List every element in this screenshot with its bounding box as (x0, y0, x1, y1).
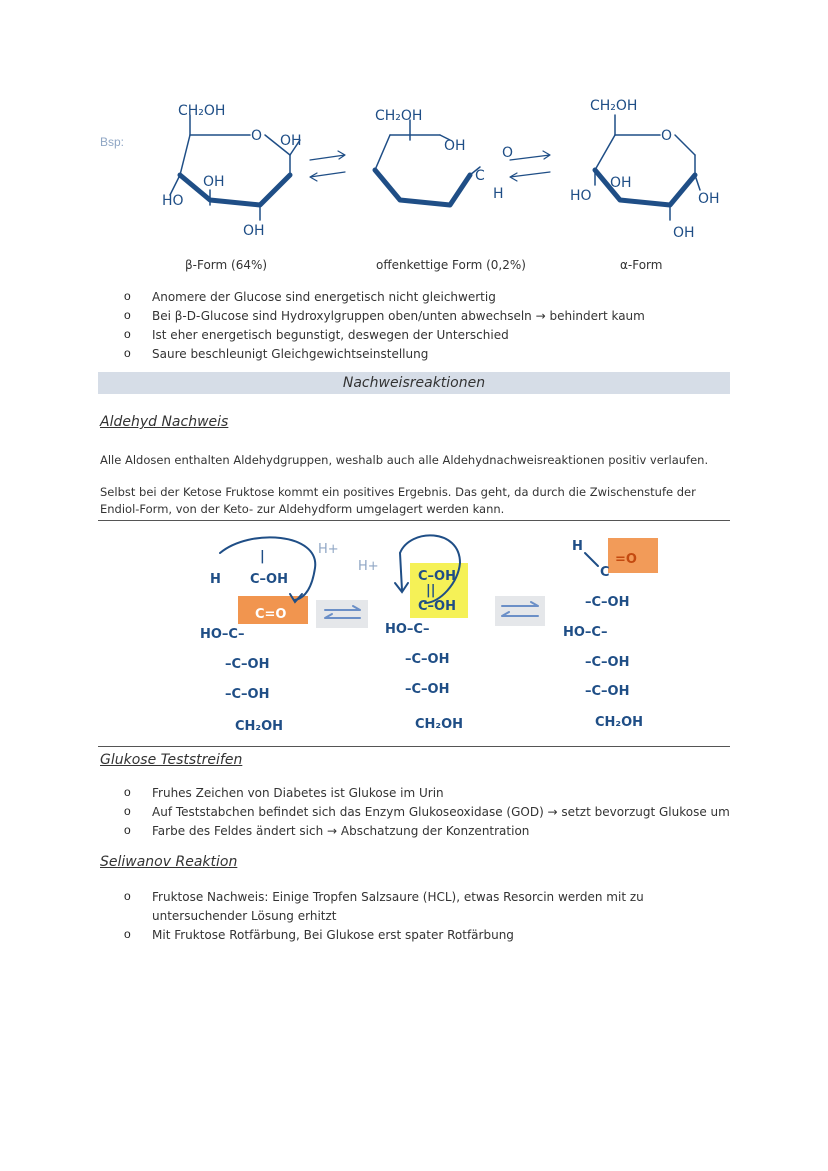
endiol-ho-c: HO–C– (385, 622, 430, 637)
open-oh-label: OH (444, 138, 466, 154)
endiol-mechanism-diagram (190, 528, 670, 743)
arrow-bg-1 (316, 600, 368, 628)
list-item: o Fruhes Zeichen von Diabetes ist Glukose im Urin (124, 784, 744, 803)
beta-ho-label: HO (162, 193, 184, 209)
beta-ring (170, 115, 300, 220)
endiol-double-bond: || (426, 583, 436, 598)
h-plus-2: H+ (358, 559, 379, 574)
section-band (98, 372, 730, 394)
caption-beta: β-Form (64%) (185, 258, 268, 272)
endiol-c-oh-3: –C–OH (405, 682, 450, 697)
divider-bottom (98, 746, 730, 747)
keto-ho-c: HO–C– (200, 627, 245, 642)
caption-open: offenkettige Form (0,2%) (376, 258, 526, 272)
keto-top-bar: | (260, 549, 265, 564)
aldehyd-c-oh-3: –C–OH (585, 684, 630, 699)
h-plus-1: H+ (318, 542, 339, 557)
endiol-c-oh-top: C–OH (418, 569, 456, 584)
open-ch2oh-label: CH₂OH (375, 108, 423, 124)
curved-arrow-1 (220, 537, 315, 600)
list-item: o Bei β-D-Glucose sind Hydroxylgruppen oben/unten abwechseln → behindert kaum (124, 307, 744, 326)
alpha-oh2-label: OH (698, 191, 720, 207)
endiol-c-oh-2: –C–OH (405, 652, 450, 667)
aldehyd-h: H (572, 539, 583, 554)
alpha-ring (595, 115, 700, 220)
open-chain-ring (375, 120, 480, 205)
heading-aldehyd: Aldehyd Nachweis (100, 414, 229, 430)
alpha-ho-label: HO (570, 188, 592, 204)
seliwanov-bullet-list (124, 888, 724, 945)
beta-oh2-label: OH (203, 174, 225, 190)
keto-c-oh-2: –C–OH (225, 657, 270, 672)
open-o-label: O (502, 145, 514, 161)
endiol-c-oh-mid: C–OH (418, 599, 456, 614)
beta-oh-label: OH (280, 133, 302, 149)
glukose-bullet-list (124, 784, 744, 841)
aldehyd-ho-c: HO–C– (563, 625, 608, 640)
beta-ring-o-label: O (251, 128, 263, 144)
endiol-ch2oh: CH₂OH (415, 717, 464, 732)
open-h-label: H (493, 186, 504, 202)
alpha-oh-label: OH (610, 175, 632, 191)
list-item: o Anomere der Glucose sind energetisch nicht gleichwertig (124, 288, 744, 307)
intro-bullet-list (124, 288, 744, 364)
arrow-bg-2 (495, 596, 545, 626)
list-item: o Ist eher energetisch begunstigt, deswegen der Unterschied (124, 326, 744, 345)
list-item: o Mit Fruktose Rotfärbung, Bei Glukose erst spater Rotfärbung (124, 926, 724, 945)
caption-alpha: α-Form (620, 258, 663, 272)
divider-top (98, 520, 730, 521)
aldehyd-c-oh-2: –C–OH (585, 655, 630, 670)
alpha-ch2oh-label: CH₂OH (590, 98, 638, 114)
glucose-anomer-diagram (150, 95, 740, 245)
open-c-label: C (475, 168, 485, 184)
aldehyd-ch2oh: CH₂OH (595, 715, 644, 730)
list-item: o Farbe des Feldes ändert sich → Abschatzung der Konzentration (124, 822, 744, 841)
keto-c-oh-3: –C–OH (225, 687, 270, 702)
heading-glukose: Glukose Teststreifen (100, 752, 243, 768)
beta-oh3-label: OH (243, 223, 265, 239)
list-item: o Fruktose Nachweis: Einige Tropfen Salzsaure (HCL), etwas Resorcin werden mit zu untersuchender Lösung erhitzt (124, 888, 724, 926)
aldehyd-paragraph-2: Selbst bei der Ketose Fruktose kommt ein positives Ergebnis. Das geht, da durch die Zwischenstufe der Endiol-Form, von der Keto- zur Aldehydform umgelagert werden kann. (100, 485, 696, 516)
aldehyd-o-minus: =O (615, 552, 637, 567)
keto-c-double-o: C=O (255, 607, 287, 622)
heading-seliwanov: Seliwanov Reaktion (100, 854, 238, 870)
list-item: o Saure beschleunigt Gleichgewichtseinstellung (124, 345, 744, 364)
beta-ch2oh-label: CH₂OH (178, 103, 226, 119)
aldehyd-paragraph-1: Alle Aldosen enthalten Aldehydgruppen, weshalb auch alle Aldehydnachweisreaktionen positiv verlaufen. (100, 453, 709, 467)
alpha-ring-o-label: O (661, 128, 673, 144)
alpha-oh3-label: OH (673, 225, 695, 241)
keto-c-oh: C–OH (250, 572, 288, 587)
keto-ch2oh: CH₂OH (235, 719, 284, 734)
aldehyd-c: C (600, 565, 610, 580)
example-label: Bsp: (100, 135, 125, 149)
section-title: Nachweisreaktionen (342, 375, 486, 391)
aldehyd-c-oh: –C–OH (585, 595, 630, 610)
list-item: o Auf Teststabchen befindet sich das Enzym Glukoseoxidase (GOD) → setzt bevorzugt Glukose um (124, 803, 744, 822)
keto-h: H (210, 572, 221, 587)
